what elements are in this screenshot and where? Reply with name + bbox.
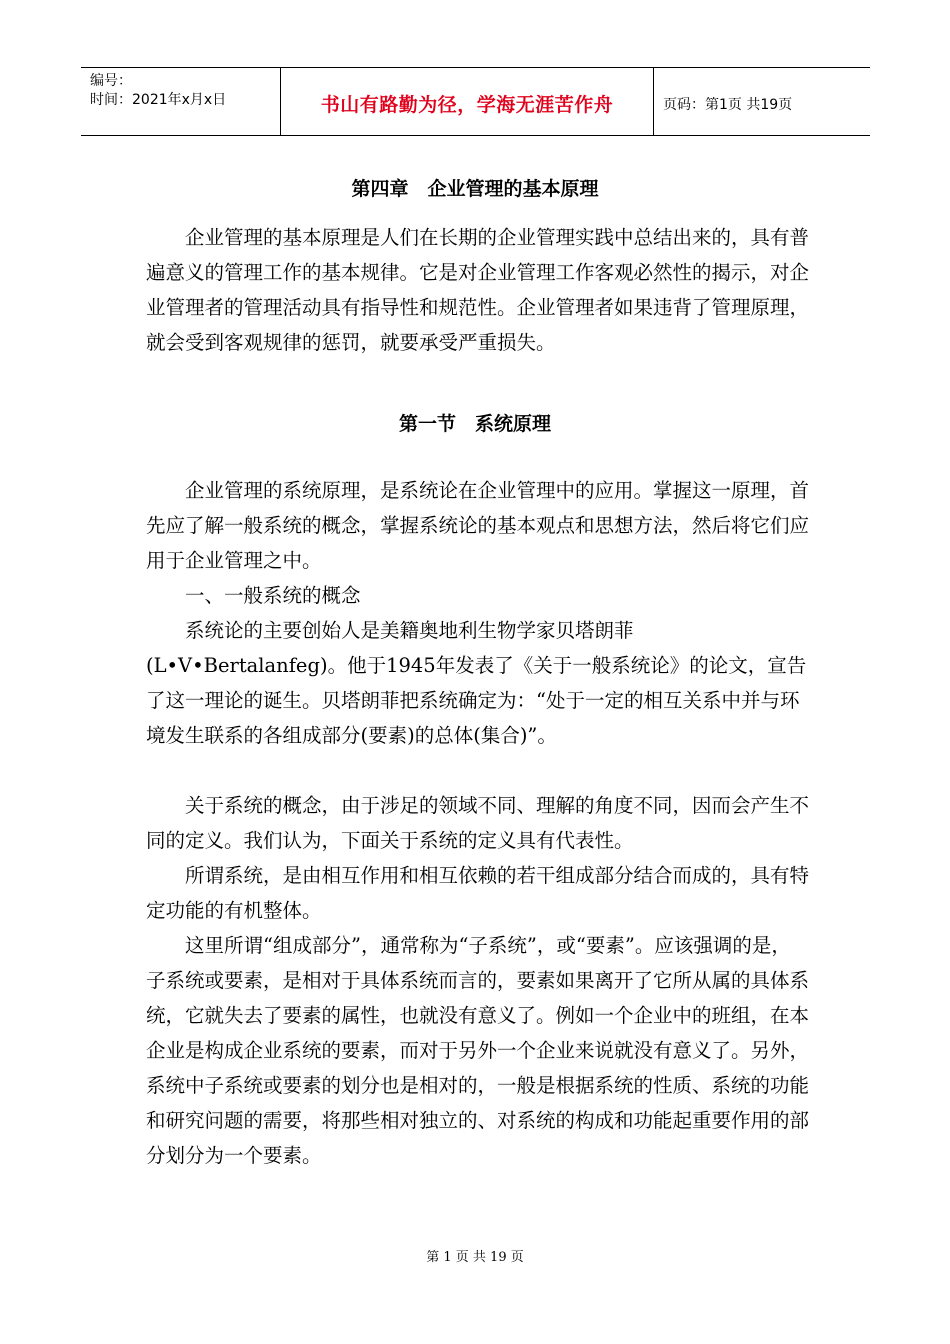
- header-meta-cell: [81, 68, 281, 135]
- header-motto-cell: [281, 68, 654, 135]
- body-paragraph: 关于系统的概念，由于涉足的领域不同、理解的角度不同，因而会产生不同的定义。我们认为，下面关于系统的定义具有代表性。: [146, 794, 810, 852]
- body-paragraph: 所谓系统，是由相互作用和相互依赖的若干组成部分结合而成的，具有特定功能的有机整体。: [146, 864, 810, 922]
- header-page-cell: [654, 68, 870, 135]
- body-paragraph: 这里所谓“组成部分”，通常称为“子系统”，或“要素”。应该强调的是，子系统或要素，是相对于具体系统而言的，要素如果离开了它所从属的具体系统，它就失去了要素的属性，也就没有意义了。例如一个企业中的班组，在本企业是构成企业系统的要素，而对于另外一个企业来说就没有意义了。另外，系统中子系统或要素的划分也是相对的，一般是根据系统的性质、系统的功能和研究问题的需要，将那些相对独立的、对系统的构成和功能起重要作用的部分划分为一个要素。: [146, 934, 810, 1167]
- document-date-label: 时间：2021年x月x日: [90, 92, 227, 108]
- header-page-info: 页码：第1页 共19页: [663, 96, 793, 113]
- document-number-label: 编号：: [90, 73, 132, 89]
- body-paragraph: (L•V•Bertalanfeg)。他于1945年发表了《关于一般系统论》的论文，宣告了这一理论的诞生。贝塔朗菲把系统确定为：“处于一定的相互关系中并与环境发生联系的各组成部分(要素)的总体(集合)”。: [146, 654, 807, 747]
- body-paragraph: 企业管理的系统原理，是系统论在企业管理中的应用。掌握这一原理，首先应了解一般系统的概念，掌握系统论的基本观点和思想方法，然后将它们应用于企业管理之中。: [146, 479, 810, 572]
- section-title: 第一节 系统原理: [398, 413, 551, 435]
- subheading: 一、一般系统的概念: [185, 584, 361, 607]
- header-motto: 书山有路勤为径，学海无涯苦作舟: [320, 94, 614, 116]
- chapter-title: 第四章 企业管理的基本原理: [351, 178, 599, 200]
- body-paragraph: 系统论的主要创始人是美籍奥地利生物学家贝塔朗菲: [185, 619, 634, 642]
- page-footer: 第 1 页 共 19 页: [426, 1250, 524, 1265]
- intro-paragraph: 企业管理的基本原理是人们在长期的企业管理实践中总结出来的，具有普遍意义的管理工作的基本规律。它是对企业管理工作客观必然性的揭示，对企业管理者的管理活动具有指导性和规范性。企业管理者如果违背了管理原理，就会受到客观规律的惩罚，就要承受严重损失。: [146, 226, 810, 354]
- document-header: [81, 67, 870, 136]
